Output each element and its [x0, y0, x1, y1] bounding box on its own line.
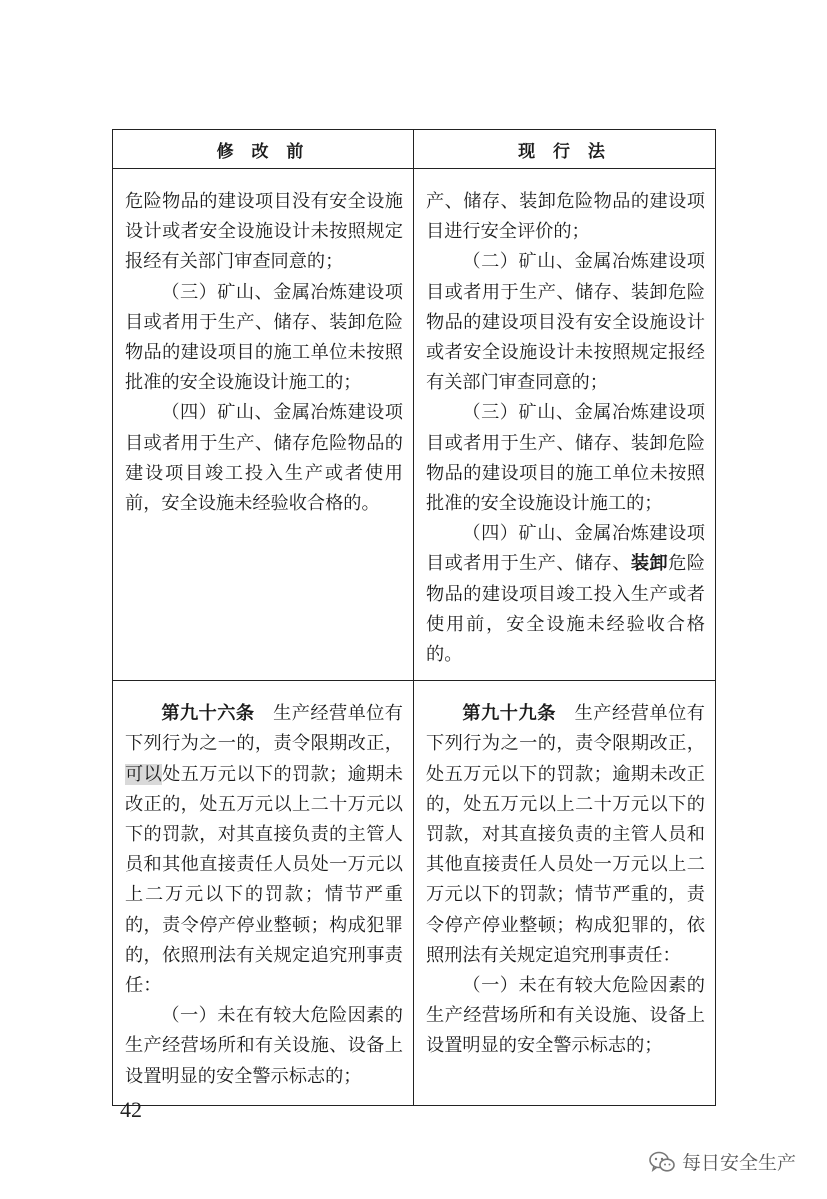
comparison-table	[112, 129, 716, 1106]
paragraph: 危险物品的建设项目没有安全设施设计或者安全设施设计未按照规定报经有关部门审查同意的；	[125, 191, 403, 273]
text-span: （四）矿山、金属冶炼建设项目或者用于生产、储存、	[426, 523, 705, 575]
cell-before-amendment	[113, 681, 414, 1106]
text-span: 生产经营单位有下列行为之一的，责令限期改正，	[125, 703, 403, 755]
text-span: 危险物品的建设项目竣工投入生产或者使用前，安全设施未经验收合格的。	[426, 553, 705, 666]
cell-before-amendment	[113, 169, 414, 681]
cell-current-law	[414, 169, 716, 681]
cell-current-law	[414, 681, 716, 1106]
paragraph: （一）未在有较大危险因素的生产经营场所和有关设施、设备上设置明显的安全警示标志的；	[426, 975, 705, 1057]
text-span: 生产经营单位有下列行为之一的，责令限期改正，处五万元以下的罚款；逾期未改正的，处五万元以上二十万元以下的罚款，对其直接负责的主管人员和其他直接责任人员处一万元以上二万元以下的罚款；情节严重的，责令停产停业整顿；构成犯罪的，依照刑法有关规定追究刑事责任：	[426, 703, 705, 966]
paragraph: 产、储存、装卸危险物品的建设项目进行安全评价的；	[426, 191, 705, 243]
table-row	[113, 169, 716, 681]
article-number: 第九十六条	[161, 703, 255, 725]
highlighted-text: 可以	[125, 763, 163, 785]
header-current-law: 现 行 法	[414, 130, 716, 169]
paragraph	[426, 699, 705, 971]
watermark	[648, 1148, 796, 1175]
article-number: 第九十九条	[462, 703, 556, 725]
header-row	[113, 130, 716, 169]
watermark-text: 每日安全生产	[682, 1152, 797, 1174]
text-span: 处五万元以下的罚款；逾期未改正的，处五万元以上二十万元以下的罚款，对其直接负责的主管人员和其他直接责任人员处一万元以上二万元以下的罚款；情节严重的，责令停产停业整顿；构成犯罪的，依照刑法有关规定追究刑事责任：	[125, 763, 403, 997]
paragraph	[125, 699, 403, 1001]
paragraph: （一）未在有较大危险因素的生产经营场所和有关设施、设备上设置明显的安全警示标志的；	[125, 1005, 403, 1087]
bold-text: 装卸	[630, 553, 669, 575]
wechat-icon	[648, 1150, 676, 1174]
paragraph: （二）矿山、金属冶炼建设项目或者用于生产、储存、装卸危险物品的建设项目没有安全设施设计或者安全设施设计未按照规定报经有关部门审查同意的；	[426, 251, 705, 394]
paragraph: （三）矿山、金属冶炼建设项目或者用于生产、储存、装卸危险物品的建设项目的施工单位未按照批准的安全设施设计施工的；	[125, 281, 403, 394]
paragraph	[426, 519, 705, 670]
table-row	[113, 681, 716, 1106]
page-number: 42	[120, 1097, 142, 1122]
header-before-amendment: 修 改 前	[113, 130, 414, 169]
paragraph: （三）矿山、金属冶炼建设项目或者用于生产、储存、装卸危险物品的建设项目的施工单位未按照批准的安全设施设计施工的；	[426, 402, 705, 515]
paragraph: （四）矿山、金属冶炼建设项目或者用于生产、储存危险物品的建设项目竣工投入生产或者使用前，安全设施未经验收合格的。	[125, 402, 403, 515]
